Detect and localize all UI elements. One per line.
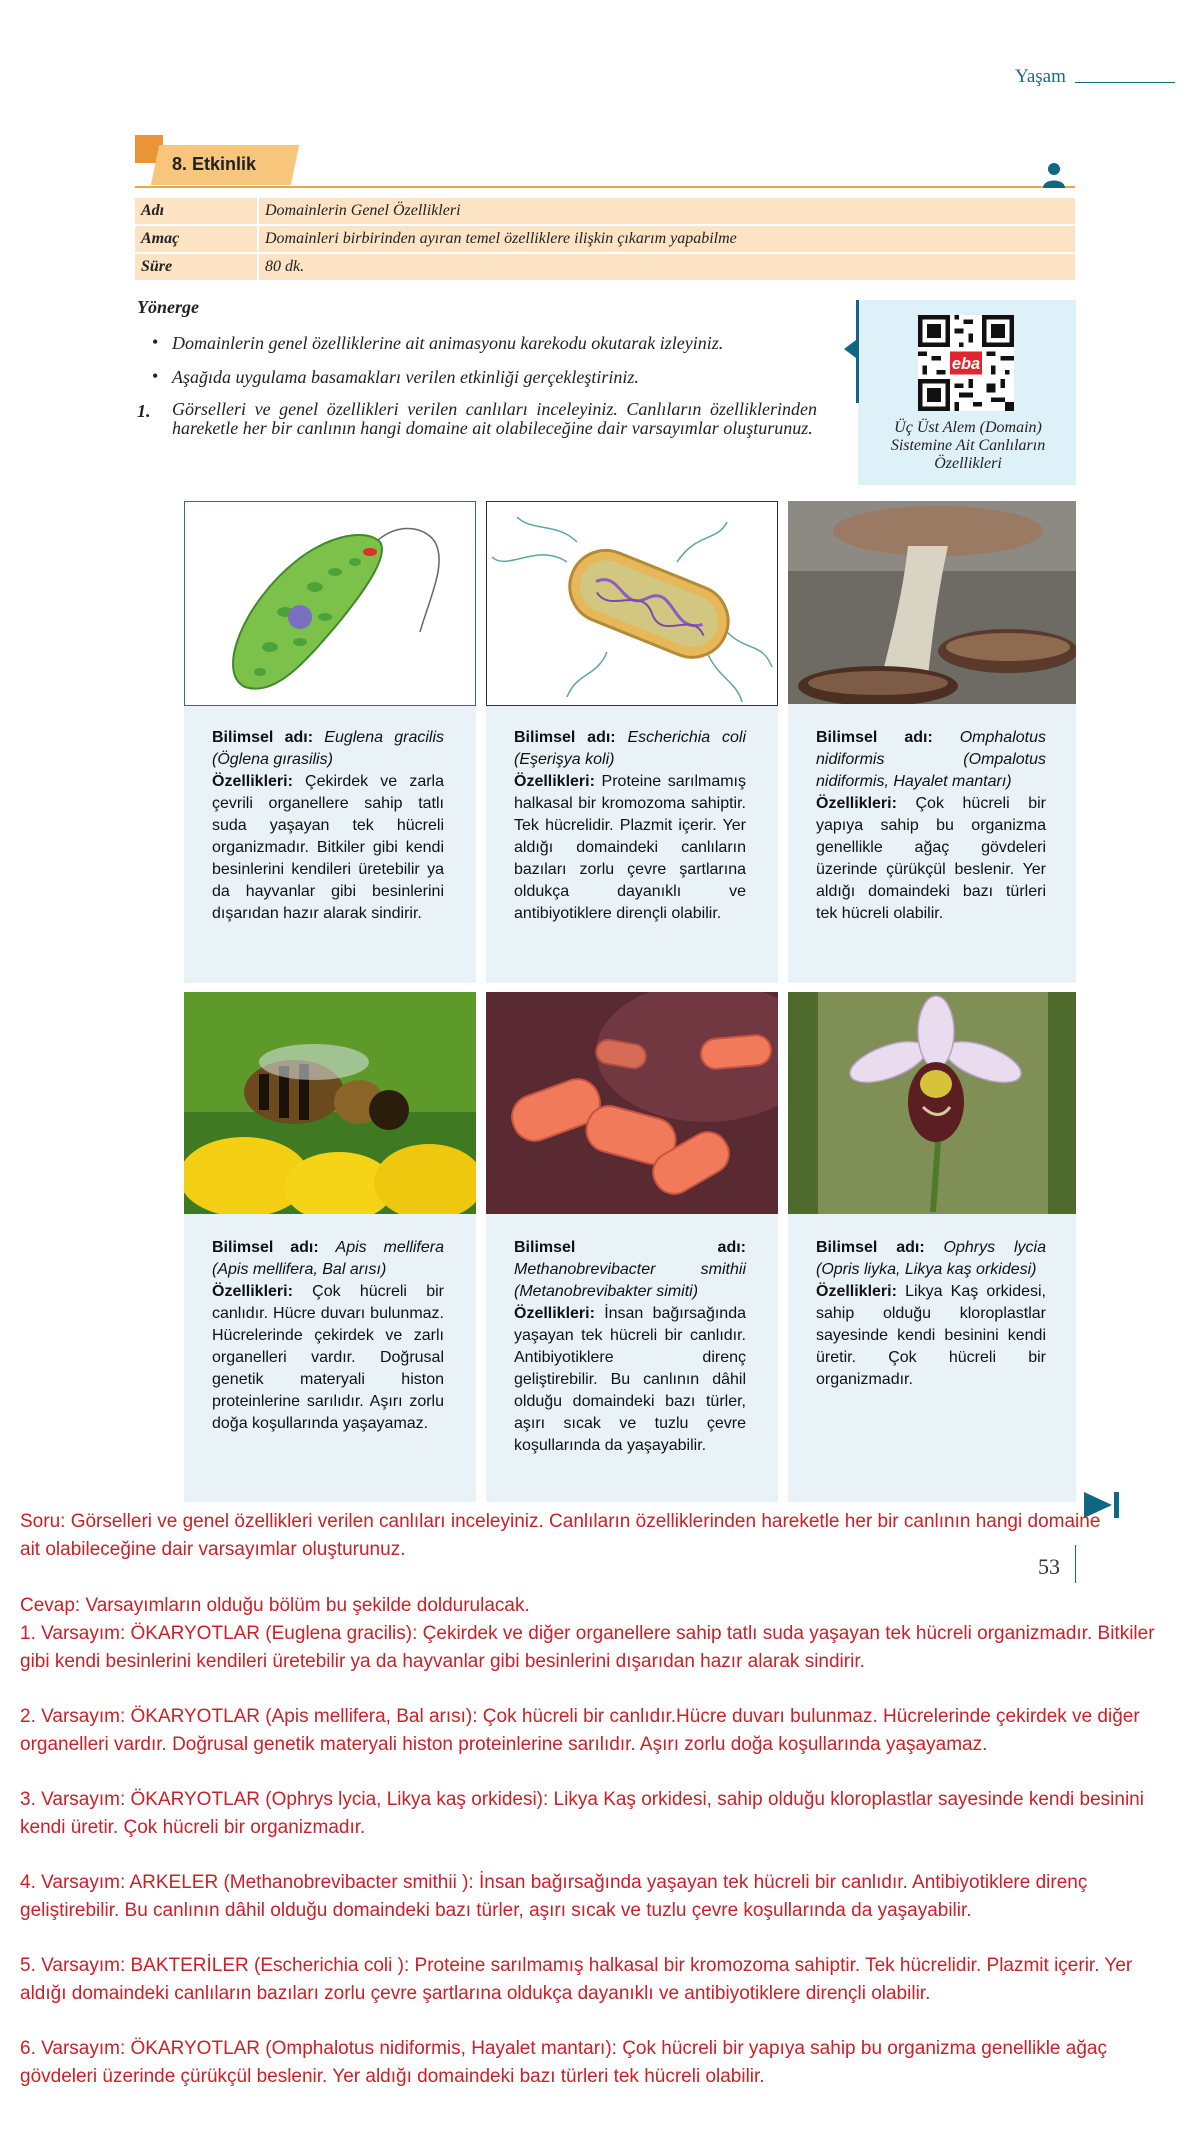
card-text-ecoli [514,727,746,925]
sci-name: Omphalotus nidiformis [816,729,1046,768]
info-value: 80 dk. [258,253,1075,281]
feat-label: Özellikleri: [514,773,595,790]
question-number: 1. [137,401,151,421]
answer-item: 6. Varsayım: ÖKARYOTLAR (Omphalotus nidiformis, Hayalet mantarı): Çok hücreli bir yapıya sahip bu organizma genellikle ağaç gövdeleri üzerinde çürükçül beslenir. Yer aldığı domaindeki bazı türleri tek hücreli olabilir. [20,2038,1107,2087]
sci-label: Bilimsel adı: [212,729,314,746]
features-text: Çekirdek ve zarla çevrili organellere sahip tatlı suda yaşayan tek hücreli organizmadır. Bitkiler gibi kendi besinlerini kendileri üretebilir ya da hayvanlar gibi besinlerini dışarıdan hazır alarak sindirir. [212,773,444,922]
instructions-heading: Yönerge [137,297,199,317]
common-name: (Öglena gırasilis) [212,751,333,768]
qr-code-icon[interactable] [918,315,1014,411]
card-text-euglena [212,727,444,925]
common-name: (Apis mellifera, Bal arısı) [212,1261,387,1278]
info-row-duration [135,253,1075,281]
feat-label: Özellikleri: [212,1283,293,1300]
qr-caption: Üç Üst Alem (Domain) Sistemine Ait Canlıların Özellikleri [890,419,1046,472]
sci-label: Bilimsel adı: [212,1239,319,1256]
feat-label: Özellikleri: [816,1283,897,1300]
answer-question: Soru: Görselleri ve genel özellikleri verilen canlıları inceleyiniz. Canlıların özelliklerinden hareketle her bir canlının hangi domaine ait olabileceğine dair varsayımlar oluşturunuz. [20,1511,1101,1560]
answer-item: 4. Varsayım: ARKELER (Methanobrevibacter smithii ): İnsan bağırsağında yaşayan tek hücreli bir canlıdır. Antibiyotiklere direnç geliştirebilir. Bu canlının dâhil olduğu domaindeki bazı türler, aşırı sıcak ve tuzlu çevre koşullarında da yaşayabilir. [20,1872,1088,1921]
ecoli-illustration [487,502,777,705]
common-name: (Eşerişya koli) [514,751,615,768]
chapter-title: Yaşam [1015,66,1066,87]
common-name: (Metanobrevibakter simiti) [514,1283,699,1300]
chapter-underline [1075,82,1175,83]
features-text: Çok hücreli bir yapıya sahip bu organizma genellikle ağaç gövdeleri üzerinde çürükçül beslenir. Yer aldığı domaindeki bazı türleri tek hücreli olabilir. [816,795,1046,922]
feat-label: Özellikleri: [816,795,897,812]
instruction-bullet [152,332,832,354]
qr-pointer-icon [844,340,856,358]
info-value: Domainleri birbirinden ayıran temel özelliklere ilişkin çıkarım yapabilme [258,225,1075,253]
sci-label: Bilimsel adı: [816,729,933,746]
info-key: Adı [135,198,258,225]
apis-image [184,992,476,1214]
common-name: (Opris liyka, Likya kaş orkidesi) [816,1261,1037,1278]
info-value: Domainlerin Genel Özellikleri [258,198,1075,225]
feat-label: Özellikleri: [514,1305,595,1322]
answer-item: 5. Varsayım: BAKTERİLER (Escherichia coli ): Proteine sarılmamış halkasal bir kromozoma sahiptir. Tek hücrelidir. Plazmit içerir. Yer aldığı domaindeki canlıların bazıları zorlu çevre şartlarına oldukça dayanıklı ve antibiyotiklere dirençli olabilir. [20,1955,1133,2004]
archaea-photo [486,992,778,1214]
sci-name: Escherichia coli [627,729,747,746]
answer-item: 3. Varsayım: ÖKARYOTLAR (Ophrys lycia, Likya kaş orkidesi): Likya Kaş orkidesi, sahip olduğu kloroplastlar sayesinde kendi besinini kendi üretir. Çok hücreli bir organizmadır. [20,1789,1144,1838]
qr-bar [856,300,859,403]
mushroom-photo [788,501,1076,704]
activity-title: 8. Etkinlik [172,154,257,174]
bullet-text: Aşağıda uygulama basamakları verilen etkinliği gerçekleştiriniz. [172,367,639,387]
card-text-ophrys [816,1237,1046,1391]
euglena-image [184,501,476,706]
instruction-bullet [152,366,832,388]
info-key: Amaç [135,225,258,253]
sci-label: Bilimsel adı: [816,1239,925,1256]
info-row-name [135,198,1075,225]
features-text: Proteine sarılmamış halkasal bir kromozoma sahiptir. Tek hücrelidir. Plazmit içerir. Yer aldığı domaindeki canlıların bazıları zorlu çevre şartlarına oldukça dayanıklı ve antibiyotiklere dirençli olabilir. [514,773,746,922]
bullet-text: Domainlerin genel özelliklerine ait animasyonu karekodu okutarak izleyiniz. [172,333,724,353]
sci-label: Bilimsel adı: [514,1239,746,1256]
sci-name: Ophrys lycia [943,1239,1046,1256]
features-text: Likya Kaş orkidesi, sahip olduğu kloroplastlar sayesinde kendi besinini kendi üretir. Çok hücreli bir organizmadır. [816,1283,1047,1388]
ophrys-image [788,992,1076,1214]
sci-name: Apis mellifera [335,1239,444,1256]
card-text-methanobrevibacter [514,1237,746,1457]
euglena-illustration [185,502,475,705]
card-text-omphalotus [816,727,1046,925]
page-number: 53 [1038,1554,1060,1579]
sci-name: Euglena gracilis [324,729,444,746]
answer-intro: Cevap: Varsayımların olduğu bölüm bu şekilde doldurulacak. [20,1595,530,1616]
info-row-aim [135,225,1075,253]
question-text: Görselleri ve genel özellikleri verilen canlıları inceleyiniz. Canlıların özelliklerinden hareketle her bir canlının hangi domaine ait olabileceğine dair varsayımlar oluşturunuz. [172,399,817,438]
common-name: (Ompalotus nidiformis, Hayalet mantarı) [816,751,1046,790]
answer-item: 2. Varsayım: ÖKARYOTLAR (Apis mellifera, Bal arısı): Çok hücreli bir canlıdır.Hücre duvarı bulunmaz. Hücrelerinde çekirdek ve diğer organelleri vardır. Doğrusal genetik materyali histon proteinlerine sarılıdır. Aşırı zorlu doğa koşullarında yaşayamaz. [20,1706,1140,1755]
ecoli-image [486,501,778,706]
feat-label: Özellikleri: [212,773,293,790]
info-table [135,198,1075,282]
features-text: İnsan bağırsağında yaşayan tek hücreli bir canlıdır. Antibiyotiklere direnç geliştirebilir. Bu canlının dâhil olduğu domaindeki bazı türler, aşırı sıcak ve tuzlu çevre koşullarında da yaşayabilir. [514,1305,746,1454]
person-icon [1042,162,1066,188]
bee-photo [184,992,476,1214]
sci-label: Bilimsel adı: [514,729,616,746]
methanobrevibacter-image [486,992,778,1214]
activity-rule [135,186,1075,188]
answer-item: 1. Varsayım: ÖKARYOTLAR (Euglena gracilis): Çekirdek ve diğer organellere sahip tatlı suda yaşayan tek hücreli organizmadır. Bitkiler gibi kendi besinlerini kendileri üretebilir ya da hayvanlar gibi besinlerini dışarıdan hazır alarak sindirir. [20,1623,1155,1672]
card-text-apis [212,1237,444,1435]
features-text: Çok hücreli bir canlıdır. Hücre duvarı bulunmaz. Hücrelerinde çekirdek ve zarlı organelleri vardır. Doğrusal genetik materyali histon proteinlerine sarılıdır. Aşırı zorlu doğa koşullarında yaşayamaz. [212,1283,444,1432]
bullet-dot: • [152,332,159,352]
bullet-dot: • [152,366,159,386]
qr-badge-text: eba [951,354,981,373]
omphalotus-image [788,501,1076,704]
info-key: Süre [135,253,258,281]
sci-name: Methanobrevibacter smithii [514,1261,746,1278]
orchid-photo [788,992,1076,1214]
